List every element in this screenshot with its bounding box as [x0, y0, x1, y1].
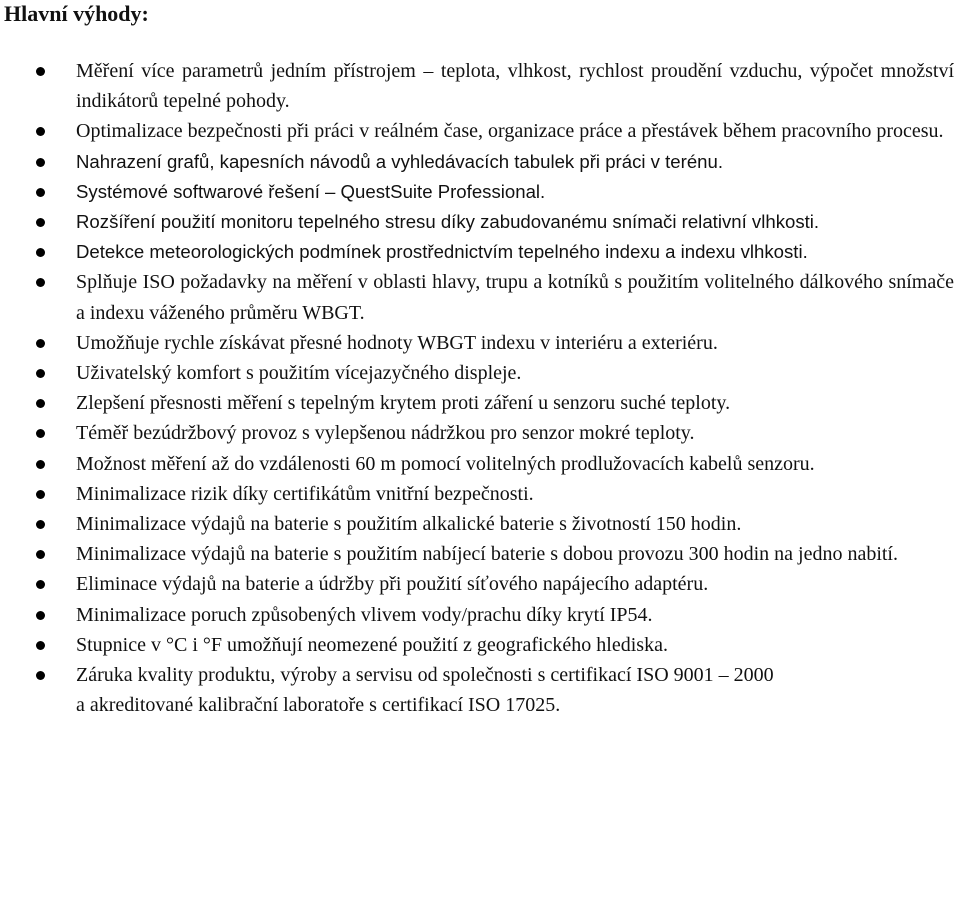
bullet-icon — [36, 520, 45, 529]
bullet-icon — [36, 158, 45, 167]
list-item-text: Umožňuje rychle získávat přesné hodnoty WBGT indexu v interiéru a exteriéru. — [76, 331, 718, 354]
list-item-text: Optimalizace bezpečnosti při práci v reálném čase, organizace práce a přestávek během pracovního procesu. — [76, 120, 944, 143]
list-item-text: Stupnice v °C i °F umožňují neomezené použití z geografického hlediska. — [76, 633, 668, 656]
list-item — [0, 207, 960, 237]
list-item — [0, 267, 960, 327]
list-item-text: Minimalizace poruch způsobených vlivem vody/prachu díky krytí IP54. — [76, 603, 653, 626]
list-item-text: Možnost měření až do vzdálenosti 60 m pomocí volitelných prodlužovacích kabelů senzoru. — [76, 452, 815, 475]
list-item — [0, 388, 960, 418]
list-item — [0, 116, 960, 146]
list-item-continuation: a akreditované kalibrační laboratoře s certifikací ISO 17025. — [76, 694, 561, 717]
bullet-icon — [36, 550, 45, 559]
list-item — [0, 660, 960, 720]
list-item — [0, 56, 960, 116]
list-item — [0, 630, 960, 660]
list-item-text: Rozšíření použití monitoru tepelného stresu díky zabudovanému snímači relativní vlhkosti. — [76, 211, 820, 233]
bullet-icon — [36, 339, 45, 348]
bullet-icon — [36, 671, 45, 680]
list-item — [0, 328, 960, 358]
bullet-icon — [36, 67, 45, 76]
bullet-icon — [36, 278, 45, 287]
page-title: Hlavní výhody: — [4, 1, 149, 26]
bullet-icon — [36, 429, 45, 438]
bullet-icon — [36, 460, 45, 469]
list-item — [0, 358, 960, 388]
advantages-list — [0, 56, 960, 720]
list-item-text: Téměř bezúdržbový provoz s vylepšenou nádržkou pro senzor mokré teploty. — [76, 422, 695, 445]
list-item — [0, 449, 960, 479]
list-item-text: Minimalizace rizik díky certifikátům vnitřní bezpečnosti. — [76, 482, 534, 505]
bullet-icon — [36, 127, 45, 136]
bullet-icon — [36, 399, 45, 408]
list-item — [0, 237, 960, 267]
list-item-text: Uživatelský komfort s použitím vícejazyčného displeje. — [76, 362, 522, 385]
bullet-icon — [36, 188, 45, 197]
bullet-icon — [36, 611, 45, 620]
list-item-text: Nahrazení grafů, kapesních návodů a vyhledávacích tabulek při práci v terénu. — [76, 150, 724, 172]
bullet-icon — [36, 218, 45, 227]
list-item-text: Záruka kvality produktu, výroby a servisu od společnosti s certifikací ISO 9001 – 2000 — [76, 664, 774, 687]
list-item — [0, 539, 960, 569]
list-item-text: Splňuje ISO požadavky na měření v oblasti hlavy, trupu a kotníků s použitím volitelného dálkového snímače a indexu váženého průměru WBGT. — [76, 271, 954, 324]
list-item — [0, 569, 960, 599]
list-item-text: Měření více parametrů jedním přístrojem – teplota, vlhkost, rychlost proudění vzduchu, výpočet množství indikátorů tepelné pohody. — [76, 60, 954, 113]
list-item — [0, 147, 960, 177]
bullet-icon — [36, 248, 45, 257]
list-item-text: Systémové softwarové řešení – QuestSuite Professional. — [76, 180, 546, 202]
bullet-icon — [36, 369, 45, 378]
bullet-icon — [36, 580, 45, 589]
list-item — [0, 600, 960, 630]
list-item-text: Eliminace výdajů na baterie a údržby při použití síťového napájecího adaptéru. — [76, 573, 709, 596]
list-item — [0, 509, 960, 539]
list-item-text: Minimalizace výdajů na baterie s použitím alkalické baterie s životností 150 hodin. — [76, 513, 742, 536]
list-item — [0, 177, 960, 207]
list-item-text: Detekce meteorologických podmínek prostřednictvím tepelného indexu a indexu vlhkosti. — [76, 241, 808, 263]
list-item — [0, 418, 960, 448]
list-item — [0, 479, 960, 509]
list-item-text: Zlepšení přesnosti měření s tepelným krytem proti záření u senzoru suché teploty. — [76, 392, 731, 415]
bullet-icon — [36, 641, 45, 650]
bullet-icon — [36, 490, 45, 499]
list-item-text: Minimalizace výdajů na baterie s použitím nabíjecí baterie s dobou provozu 300 hodin na jedno nabití. — [76, 543, 898, 566]
